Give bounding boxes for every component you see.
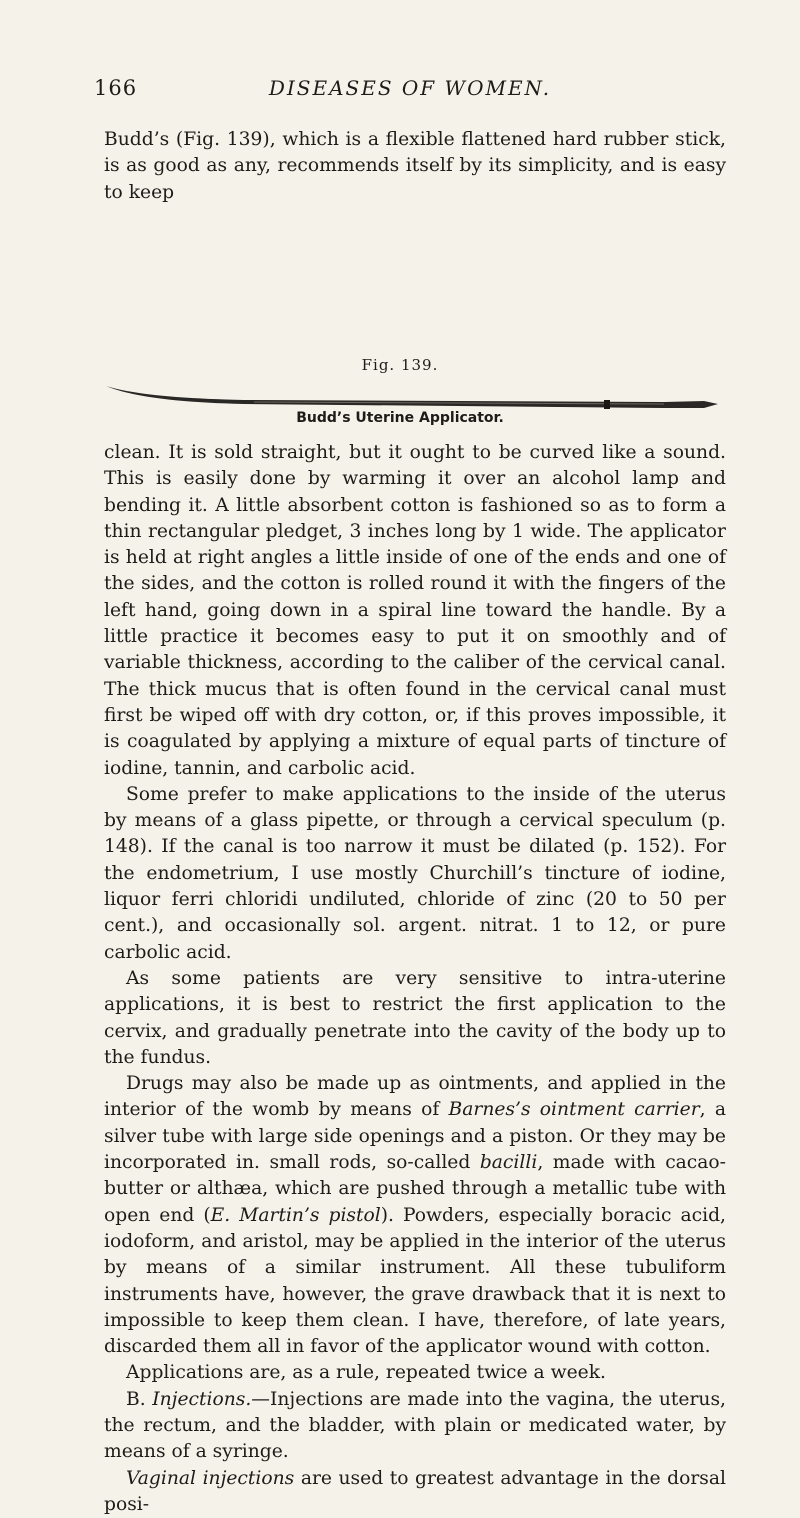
page-number: 166 [94,76,138,100]
barnes-ointment-carrier-term: Barnes’s ointment carrier [448,1099,700,1121]
intro-text [104,127,726,206]
injections-heading: Injections. [152,1388,252,1410]
paragraph-3: As some patients are very sensitive to intra-uterine applications, it is best to restrict the first application to the cervix, and gradually penetrate into the cavity of the body up to the fundus. [104,967,726,1068]
p4-text-4: ). Powders, especially boracic acid, iodoform, and aristol, may be applied in the interior of the uterus by means of a similar instrument. All these tubuliform instruments have, however, the grave drawback that it is next to impossible to keep them clean. I have, therefore, of late years, discarded them all in favor of the applicator wound with cotton. [104,1204,726,1358]
figure-caption: Budd’s Uterine Applicator. [296,410,504,426]
p7-text: are used to greatest advantage in the dorsal posi- [104,1467,726,1515]
body-text [104,440,726,1518]
p6-text: —Injections are made into the vagina, the uterus, the rectum, and the bladder, with plain or medicated water, by means of a syringe. [104,1388,726,1463]
paragraph-5: Applications are, as a rule, repeated twice a week. [126,1362,606,1384]
paragraph-7 [104,1466,726,1518]
paragraph-6 [104,1387,726,1466]
paragraph-4 [104,1071,726,1360]
figure-label: Fig. 139. [361,356,439,374]
martin-pistol-term: E. Martin’s pistol [210,1204,381,1226]
section-letter: B. [126,1388,153,1410]
p4-text-3: , made with cacao-butter or althæa, which are pushed through a metallic tube with open end ( [104,1152,726,1226]
paragraph-2: Some prefer to make applications to the inside of the uterus by means of a glass pipette, or through a cervical speculum (p. 148). If the canal is too narrow it must be dilated (p. 152). For the endometrium, I use mostly Churchill’s tincture of iodine, liquor ferri chloridi undiluted, chloride of zinc (20 to 50 per cent.), and occasionally sol. argent. nitrat. 1 to 12, or pure carbolic acid. [104,783,726,963]
vaginal-injections-term: Vaginal injections [126,1467,295,1489]
intro-paragraph: Budd’s (Fig. 139), which is a flexible flattened hard rubber stick, is as good as any, recommends itself by its simplicity, and is easy to keep [104,129,726,203]
bacilli-term: bacilli [479,1152,538,1174]
p4-text-2: , a silver tube with large side openings and a piston. Or they may be incorporated in. small rods, so-called [104,1099,726,1174]
page-header [94,76,726,106]
p4-text-1: Drugs may also be made up as ointments, and applied in the interior of the womb by means of [104,1073,726,1121]
paragraph-1: clean. It is sold straight, but it ought to be curved like a sound. This is easily done by warming it over an alcohol lamp and bending it. A little absorbent cotton is fashioned so as to form a thin rectangular pledget, 3 inches long by 1 wide. The applicator is held at right angles a little inside of one of the ends and one of the sides, and the cotton is rolled round it with the fingers of the left hand, going down in a spiral line toward the handle. By a little practice it becomes easy to put it on smoothly and of variable thickness, according to the caliber of the cervical canal. The thick mucus that is often found in the cervical canal must first be wiped off with dry cotton, or, if this proves impossible, it is coagulated by applying a mixture of equal parts of tincture of iodine, tannin, and carbolic acid. [104,442,726,779]
running-title: DISEASES OF WOMEN. [268,76,552,100]
